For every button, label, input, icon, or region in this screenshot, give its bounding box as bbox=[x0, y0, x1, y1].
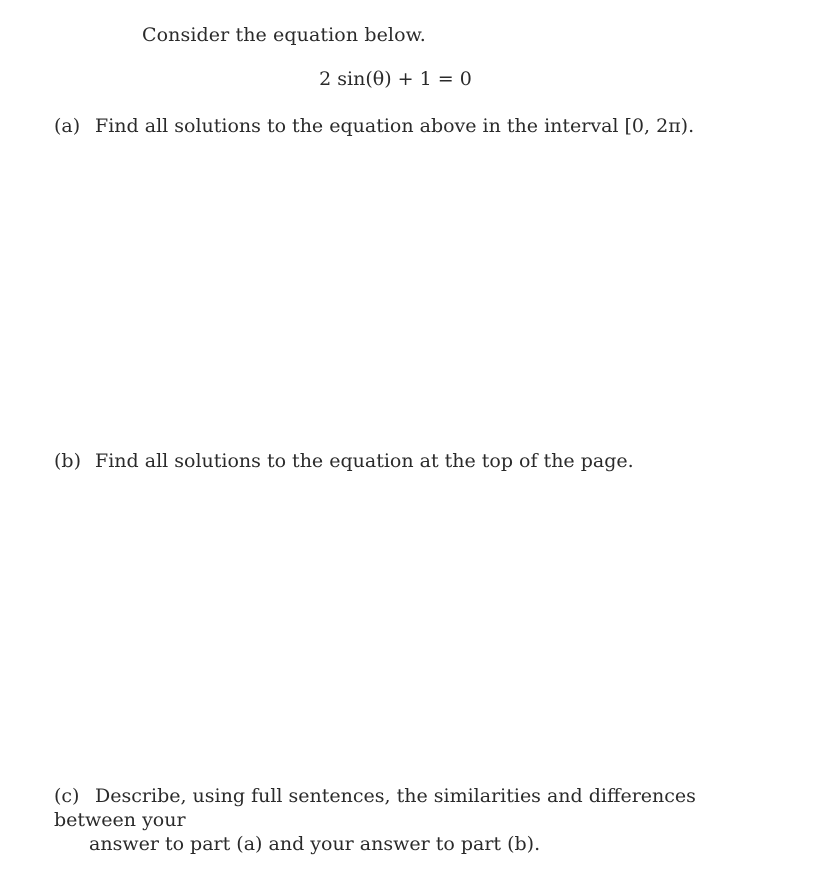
question-b bbox=[54, 449, 634, 473]
question-b-label: (b) bbox=[54, 450, 81, 472]
question-a-text: Find all solutions to the equation above in the interval [0, 2π). bbox=[95, 115, 695, 137]
question-c-label: (c) bbox=[54, 785, 80, 807]
equation bbox=[0, 68, 831, 90]
question-c-text-line1: Describe, using full sentences, the similarities and differences between your bbox=[54, 785, 696, 831]
question-c-text-line2: answer to part (a) and your answer to part (b). bbox=[89, 833, 541, 855]
question-a bbox=[54, 114, 694, 138]
equation-text: 2 sin(θ) + 1 = 0 bbox=[319, 68, 472, 90]
question-b-text: Find all solutions to the equation at the top of the page. bbox=[95, 450, 634, 472]
question-c bbox=[54, 784, 774, 856]
intro-text: Consider the equation below. bbox=[142, 24, 426, 46]
question-a-label: (a) bbox=[54, 115, 81, 137]
